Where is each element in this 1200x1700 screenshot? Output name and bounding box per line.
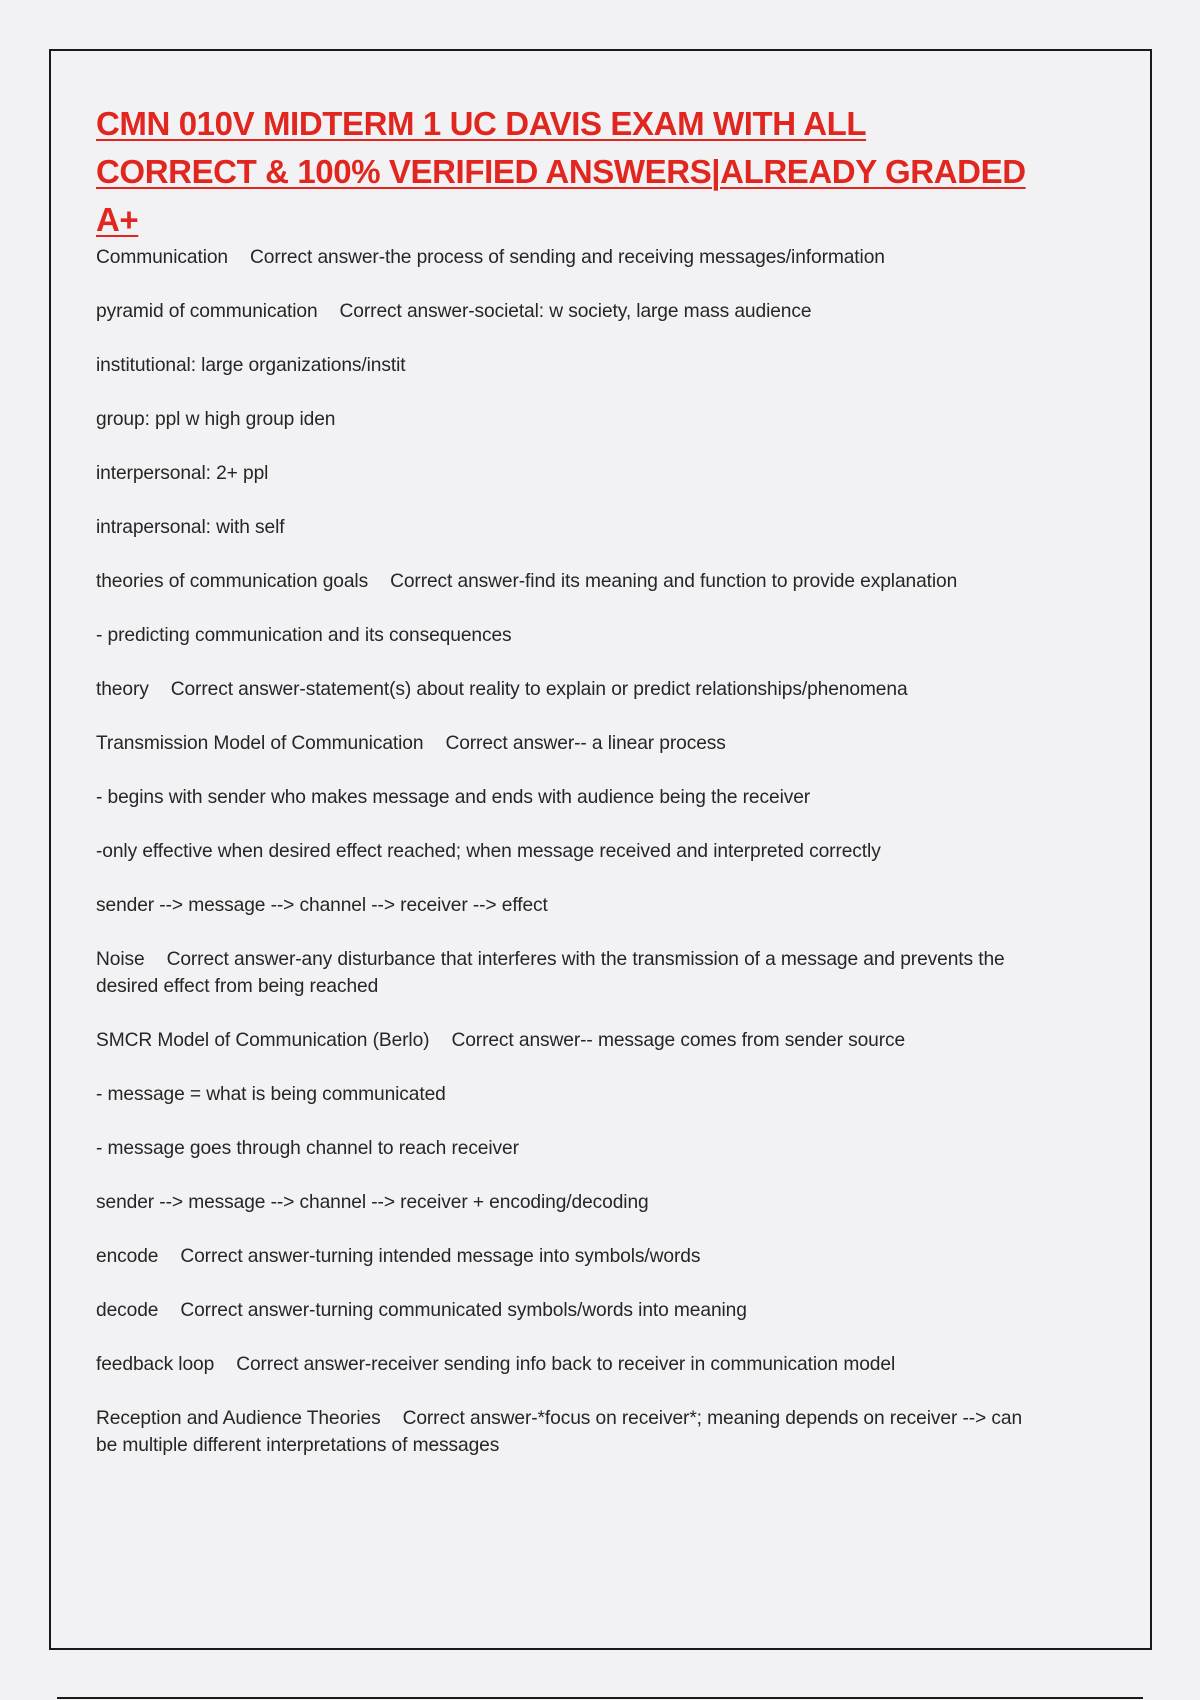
entry-answer: Correct answer-the process of sending and receiving messages/information	[250, 247, 885, 268]
list-item	[96, 892, 1026, 919]
list-item	[96, 1027, 1026, 1054]
entry-term: Transmission Model of Communication	[96, 733, 424, 754]
list-item	[96, 460, 1026, 487]
list-item	[96, 1351, 1026, 1378]
list-item	[96, 1243, 1026, 1270]
entry-term: theory	[96, 679, 149, 700]
list-item	[96, 1081, 1026, 1108]
list-item	[96, 1297, 1026, 1324]
list-item	[96, 622, 1026, 649]
list-item	[96, 784, 1026, 811]
list-item	[96, 298, 1026, 325]
entry-term: encode	[96, 1246, 159, 1267]
entry-term: theories of communication goals	[96, 571, 369, 592]
entry-answer: - message = what is being communicated	[96, 1084, 446, 1105]
list-item	[96, 1405, 1026, 1459]
entry-answer: Correct answer-turning intended message into symbols/words	[180, 1246, 701, 1267]
list-item	[96, 838, 1026, 865]
page-break-divider	[57, 1697, 1143, 1699]
list-item	[96, 730, 1026, 757]
list-item	[96, 352, 1026, 379]
entry-answer: Correct answer-*focus on receiver*; meaning depends on receiver --> can be multiple different interpretations of messages	[96, 1408, 1023, 1456]
list-item	[96, 244, 1026, 271]
list-item	[96, 1135, 1026, 1162]
document-title: CMN 010V MIDTERM 1 UC DAVIS EXAM WITH ALL CORRECT & 100% VERIFIED ANSWERS|ALREADY GRADED A+	[96, 105, 1026, 238]
entry-answer: Correct answer-receiver sending info back to receiver in communication model	[236, 1354, 896, 1375]
entry-answer: Correct answer-- a linear process	[445, 733, 726, 754]
entry-answer: institutional: large organizations/instit	[96, 355, 406, 376]
entry-answer: group: ppl w high group iden	[96, 409, 336, 430]
list-item	[96, 676, 1026, 703]
entry-term: Communication	[96, 247, 229, 268]
entry-term: decode	[96, 1300, 159, 1321]
entry-list	[96, 244, 1026, 1459]
list-item	[96, 406, 1026, 433]
entry-answer: - message goes through channel to reach receiver	[96, 1138, 519, 1159]
entry-answer: - begins with sender who makes message and ends with audience being the receiver	[96, 787, 811, 808]
entry-answer: intrapersonal: with self	[96, 517, 285, 538]
entry-answer: - predicting communication and its consequences	[96, 625, 512, 646]
entry-answer: Correct answer-any disturbance that interferes with the transmission of a message and prevents the desired effect from being reached	[96, 949, 1005, 997]
entry-term: Reception and Audience Theories	[96, 1408, 381, 1429]
entry-term: SMCR Model of Communication (Berlo)	[96, 1030, 430, 1051]
entry-answer: Correct answer-find its meaning and function to provide explanation	[390, 571, 958, 592]
entry-term: pyramid of communication	[96, 301, 318, 322]
document-content	[96, 100, 1026, 1486]
entry-term: feedback loop	[96, 1354, 215, 1375]
entry-term: Noise	[96, 949, 145, 970]
entry-answer: sender --> message --> channel --> receiver + encoding/decoding	[96, 1192, 649, 1213]
entry-answer: Correct answer-statement(s) about reality to explain or predict relationships/phenomena	[170, 679, 908, 700]
list-item	[96, 514, 1026, 541]
list-item	[96, 1189, 1026, 1216]
entry-answer: Correct answer-societal: w society, large mass audience	[339, 301, 812, 322]
entry-answer: -only effective when desired effect reached; when message received and interpreted correctly	[96, 841, 881, 862]
list-item	[96, 946, 1026, 1000]
list-item	[96, 568, 1026, 595]
entry-answer: interpersonal: 2+ ppl	[96, 463, 269, 484]
entry-answer: Correct answer-- message comes from sender source	[451, 1030, 906, 1051]
entry-answer: Correct answer-turning communicated symbols/words into meaning	[180, 1300, 747, 1321]
entry-answer: sender --> message --> channel --> receiver --> effect	[96, 895, 548, 916]
